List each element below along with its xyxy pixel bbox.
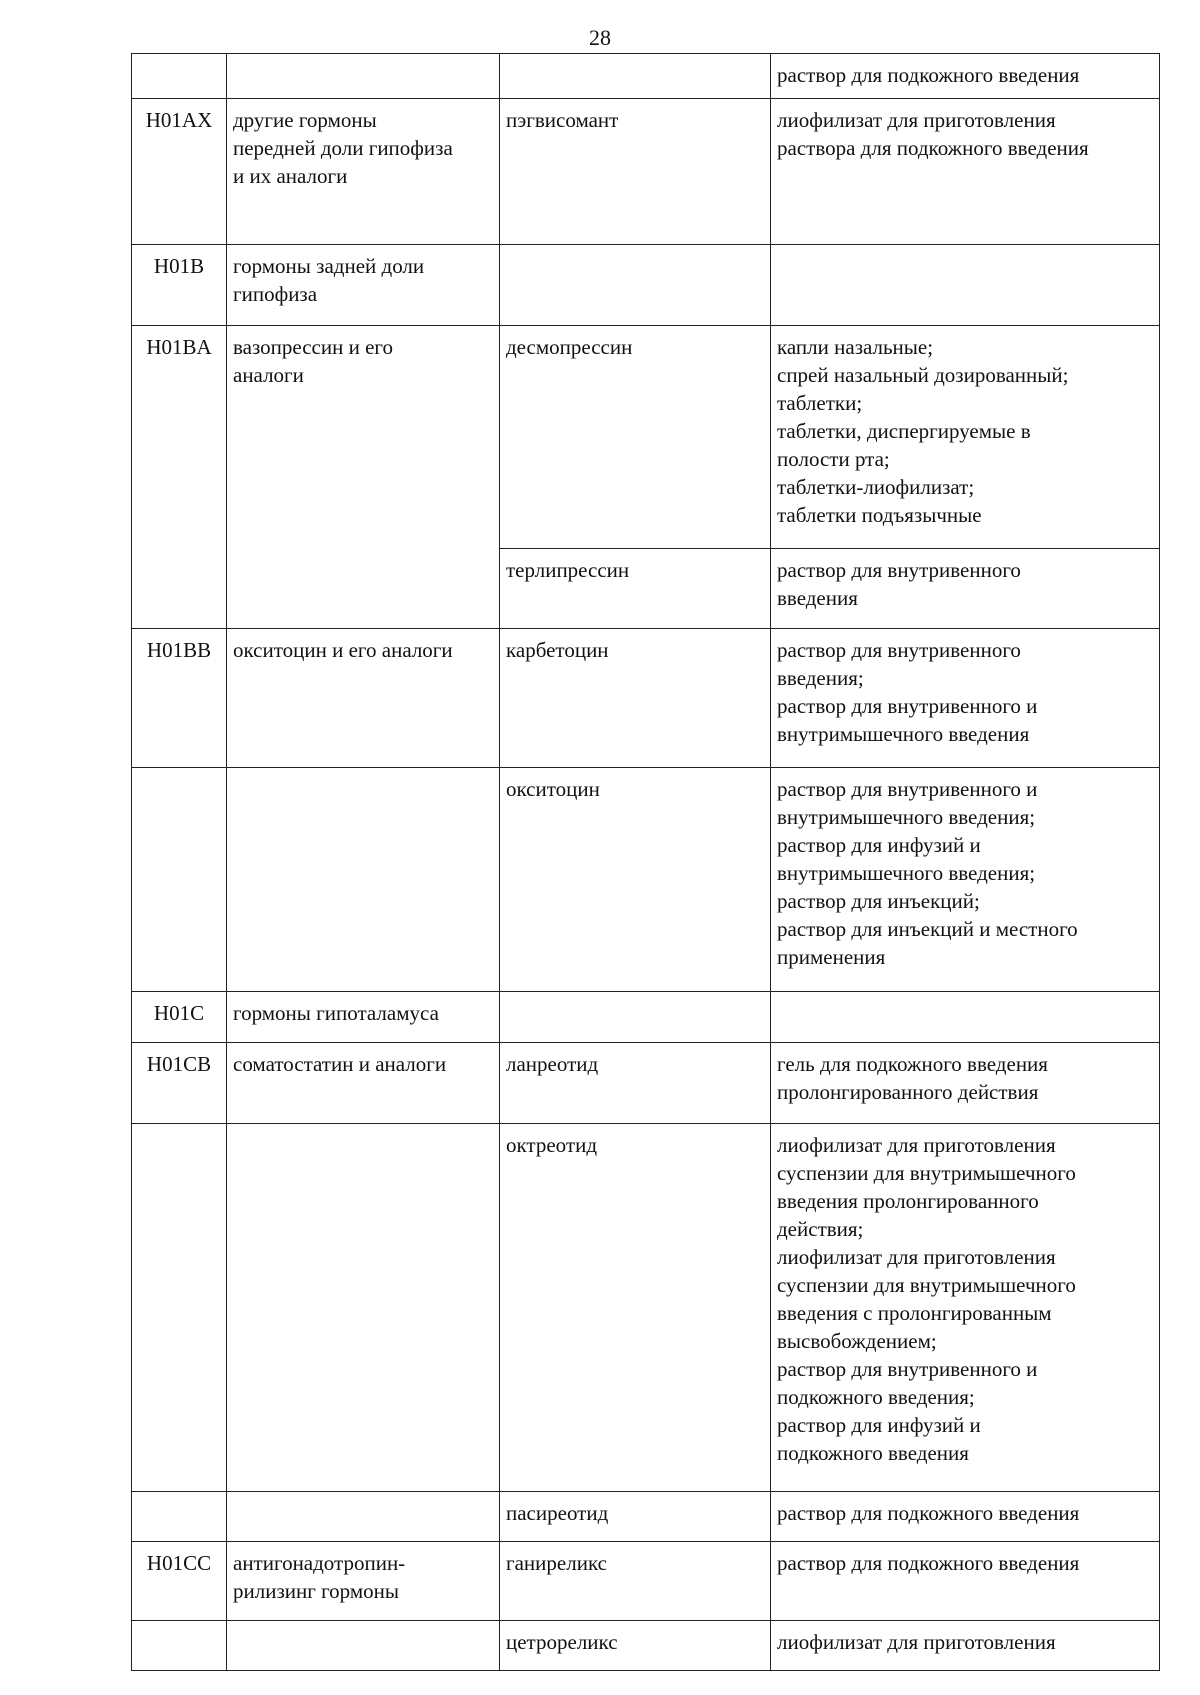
table-row bbox=[132, 326, 1160, 549]
table-row bbox=[132, 245, 1160, 326]
dosage-form-cell: раствор для внутривенного введения; раствор для внутривенного и внутримышечного введения bbox=[771, 629, 1160, 768]
atc-code-cell: H01CC bbox=[132, 1542, 227, 1621]
dosage-form-cell: раствор для подкожного введения bbox=[771, 1492, 1160, 1542]
drug-cell: ганиреликс bbox=[500, 1542, 771, 1621]
drug-cell: пасиреотид bbox=[500, 1492, 771, 1542]
table-row bbox=[132, 1043, 1160, 1124]
dosage-form-cell bbox=[771, 245, 1160, 326]
dosage-form-cell: гель для подкожного введения пролонгированного действия bbox=[771, 1043, 1160, 1124]
table-row bbox=[132, 1492, 1160, 1542]
drug-cell: терлипрессин bbox=[500, 549, 771, 629]
atc-code-cell bbox=[132, 1492, 227, 1542]
group-cell: окситоцин и его аналоги bbox=[227, 629, 500, 768]
dosage-form-cell: раствор для внутривенного и внутримышечного введения; раствор для инфузий и внутримышечного введения; раствор для инъекций; раствор для инъекций и местного применения bbox=[771, 768, 1160, 992]
table-row bbox=[132, 629, 1160, 768]
atc-code-cell: H01AX bbox=[132, 99, 227, 245]
table-row bbox=[132, 54, 1160, 99]
atc-code-cell: H01BA bbox=[132, 326, 227, 629]
group-cell bbox=[227, 1492, 500, 1542]
group-cell: гормоны гипоталамуса bbox=[227, 992, 500, 1043]
drug-cell: пэгвисомант bbox=[500, 99, 771, 245]
atc-code-cell: H01BB bbox=[132, 629, 227, 768]
table-row bbox=[132, 1542, 1160, 1621]
dosage-form-cell bbox=[771, 992, 1160, 1043]
drug-cell: карбетоцин bbox=[500, 629, 771, 768]
table-row bbox=[132, 1124, 1160, 1492]
group-cell bbox=[227, 768, 500, 992]
drug-cell bbox=[500, 992, 771, 1043]
table-row bbox=[132, 768, 1160, 992]
drug-cell: десмопрессин bbox=[500, 326, 771, 549]
atc-code-cell bbox=[132, 54, 227, 99]
drug-cell: окситоцин bbox=[500, 768, 771, 992]
group-cell: соматостатин и аналоги bbox=[227, 1043, 500, 1124]
drug-cell: цетрореликс bbox=[500, 1621, 771, 1671]
drug-cell: октреотид bbox=[500, 1124, 771, 1492]
dosage-form-cell: лиофилизат для приготовления суспензии для внутримышечного введения пролонгированного действия; лиофилизат для приготовления суспензии для внутримышечного введения с пролонгированным высвобождением; раствор для внутривенного и подкожного введения; раствор для инфузий и подкожного введения bbox=[771, 1124, 1160, 1492]
dosage-form-cell: раствор для внутривенного введения bbox=[771, 549, 1160, 629]
drug-cell: ланреотид bbox=[500, 1043, 771, 1124]
drug-table bbox=[131, 53, 1160, 1671]
drug-cell bbox=[500, 245, 771, 326]
group-cell: вазопрессин и его аналоги bbox=[227, 326, 500, 629]
table-row bbox=[132, 99, 1160, 245]
atc-code-cell bbox=[132, 768, 227, 992]
group-cell: гормоны задней доли гипофиза bbox=[227, 245, 500, 326]
drug-cell bbox=[500, 54, 771, 99]
group-cell: антигонадотропин- рилизинг гормоны bbox=[227, 1542, 500, 1621]
table-row bbox=[132, 992, 1160, 1043]
group-cell bbox=[227, 1621, 500, 1671]
atc-code-cell bbox=[132, 1124, 227, 1492]
dosage-form-cell: капли назальные; спрей назальный дозированный; таблетки; таблетки, диспергируемые в полости рта; таблетки-лиофилизат; таблетки подъязычные bbox=[771, 326, 1160, 549]
dosage-form-cell: раствор для подкожного введения bbox=[771, 1542, 1160, 1621]
group-cell bbox=[227, 1124, 500, 1492]
dosage-form-cell: лиофилизат для приготовления bbox=[771, 1621, 1160, 1671]
table-row bbox=[132, 1621, 1160, 1671]
atc-code-cell: H01B bbox=[132, 245, 227, 326]
group-cell: другие гормоны передней доли гипофиза и их аналоги bbox=[227, 99, 500, 245]
atc-code-cell bbox=[132, 1621, 227, 1671]
atc-code-cell: H01CB bbox=[132, 1043, 227, 1124]
dosage-form-cell: раствор для подкожного введения bbox=[771, 54, 1160, 99]
page-number: 28 bbox=[589, 25, 611, 50]
atc-code-cell: H01C bbox=[132, 992, 227, 1043]
group-cell bbox=[227, 54, 500, 99]
dosage-form-cell: лиофилизат для приготовления раствора для подкожного введения bbox=[771, 99, 1160, 245]
